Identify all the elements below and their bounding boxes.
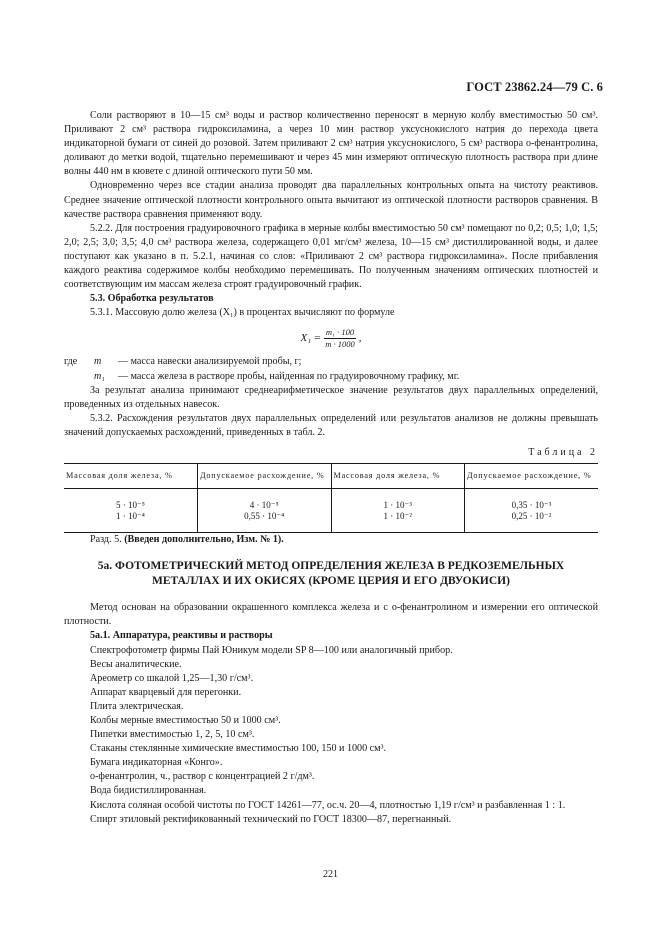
paragraph-5-3-2: 5.3.2. Расхождения результатов двух параллельных определений или результатов анализов не должны превышать значений допускаемых расхождений, приведенных в табл. 2. [64,412,598,438]
paragraph-5-2-2: 5.2.2. Для построения градуировочного графика в мерные колбы вместимостью 50 см³ помещают по 0,2; 0,5; 1,0; 1,5; 2,0; 2,5; 3,0; 3,5; 4,0 см³ раствора железа, содержащего 0,01 мг/см³ железа, 10—15 см³ дистиллированной воды, и далее поступают как указано в п. 5.2.1, начиная со слов: «Приливают 2 см³ раствора гидроксиламина». После прибавления каждого реактива содержимое колбы необходимо перемешивать. По полученным значениям оптических плотностей и соответствующим им массам железа строят градуировочный график. [64,222,598,291]
list-item: Бумага индикаторная «Конго». [90,757,223,769]
page-body [64,109,598,827]
formula-lhs: X₁ = [300,332,322,345]
section-5a-title: 5а. ФОТОМЕТРИЧЕСКИЙ МЕТОД ОПРЕДЕЛЕНИЯ ЖЕЛЕЗА В РЕДКОЗЕМЕЛЬНЫХ МЕТАЛЛАХ И ИХ ОКИСЯХ (КРОМЕ ЦЕРИЯ И ЕГО ДВУОКИСИ) [97,560,565,588]
list-item: Стаканы стеклянные химические вместимостью 100, 150 и 1000 см³. [90,743,387,755]
amendment-prefix: Разд. 5. [90,534,122,546]
amendment-note [64,533,598,547]
where-symbol-m: m [94,356,102,368]
list-item: Весы аналитические. [90,658,182,670]
list-item: Вода бидистиллированная. [90,785,207,797]
table-cell [465,489,599,533]
formula-fraction [323,327,357,350]
list-item: Пипетки вместимостью 1, 2, 5, 10 см³. [90,729,255,741]
cell-value: 1 · 10⁻³ [383,500,412,511]
where-symbol-m1: m₁ [94,370,105,382]
formula-denominator: m · 1000 [325,338,355,349]
table-2 [64,463,598,533]
paragraph-mean-result: За результат анализа принимают среднеарифметическое значение результатов двух параллельных определений, проведенных из отдельных навесок. [64,384,598,410]
list-item: Спектрофотометр фирмы Пай Юникум модели SP 8—100 или аналогичный прибор. [90,644,453,656]
amendment-bold: (Введен дополнительно, Изм. № 1). [124,534,284,546]
where-text-m: — масса навески анализируемой пробы, г; [118,356,302,368]
table-cell [198,489,332,533]
formula-x1 [64,321,598,355]
subheading-5-3: 5.3. Обработка результатов [90,293,214,305]
cell-value: 0,35 · 10⁻³ [511,500,552,511]
cell-value: 0,55 · 10⁻⁴ [244,511,285,522]
list-item: Аппарат кварцевый для перегонки. [90,686,242,698]
page-number: 221 [323,869,338,880]
where-indent [64,370,90,384]
where-text-m1: — масса железа в растворе пробы, найденная по градуировочному графику, мг. [118,370,460,382]
page-header: ГОСТ 23862.24—79 С. 6 [466,80,603,94]
list-item: Колбы мерные вместимостью 50 и 1000 см³. [90,715,281,726]
table-header-cell: Массовая доля железа, % [331,464,465,489]
cell-value: 1 · 10⁻² [383,511,412,522]
table-row [64,489,598,533]
formula-numerator: m₁ · 100 [325,326,355,337]
list-item: Ареометр со шкалой 1,25—1,30 г/см³. [90,672,254,684]
paragraph-5-3-1: 5.3.1. Массовую долю железа (X₁) в процентах вычисляют по формуле [90,307,395,319]
table-cell [331,489,465,533]
where-line-m1 [64,370,598,384]
cell-value: 1 · 10⁻⁴ [116,511,145,522]
where-prefix: где [64,356,78,368]
subheading-5a-1: 5а.1. Аппаратура, реактивы и растворы [90,630,273,642]
where-line-m [64,355,598,369]
cell-value: 4 · 10⁻⁵ [249,500,279,511]
cell-value: 0,25 · 10⁻² [511,511,552,522]
list-item: Плита электрическая. [90,700,184,712]
table-cell [64,489,198,533]
table-caption: Таблица 2 [528,446,598,458]
table-header-cell: Допускаемое расхождение, % [465,464,599,489]
table-header-row [64,464,598,489]
list-item: Кислота соляная особой чистоты по ГОСТ 14261—77, ос.ч. 20—4, плотностью 1,19 г/см³ и разбавленная 1 : 1. [90,799,566,811]
paragraph-5a-intro: Метод основан на образовании окрашенного комплекса железа и с о-фенантролином и измерении его оптической плотности. [64,602,598,628]
cell-value: 5 · 10⁻⁵ [116,500,145,511]
table-header-cell: Допускаемое расхождение, % [198,464,332,489]
list-item: о-фенантролин, ч., раствор с концентрацией 2 г/дм³. [90,771,315,783]
table-header-cell: Массовая доля железа, % [64,464,198,489]
paragraph-salts: Соли растворяют в 10—15 см³ воды и раствор количественно переносят в мерную колбу вместимостью 50 см³. Приливают 2 см³ раствора гидроксиламина, а через 10 мин раствор уксуснокислого натрия до перехода цвета индикаторной бумаги от синей до розовой. Затем приливают 2 см³ натрия уксуснокислого, 5 см³ раствора о-фенантролина, доливают до метки водой, тщательно перемешивают и через 45 мин измеряют оптическую плотность раствора при длине волны 440 нм в кювете с длиной оптического пути 50 мм. [64,110,598,178]
list-item: Спирт этиловый ректификованный технический по ГОСТ 18300—87, перегнанный. [90,813,452,825]
paragraph-control-experiment: Одновременно через все стадии анализа проводят два параллельных контрольных опыта на чистоту реактивов. Среднее значение оптической плотности контрольного опыта вычитают из оптической плотности растворов сравнения. В качестве раствора сравнения применяют воду. [64,180,598,220]
formula-tail: , [358,332,362,345]
